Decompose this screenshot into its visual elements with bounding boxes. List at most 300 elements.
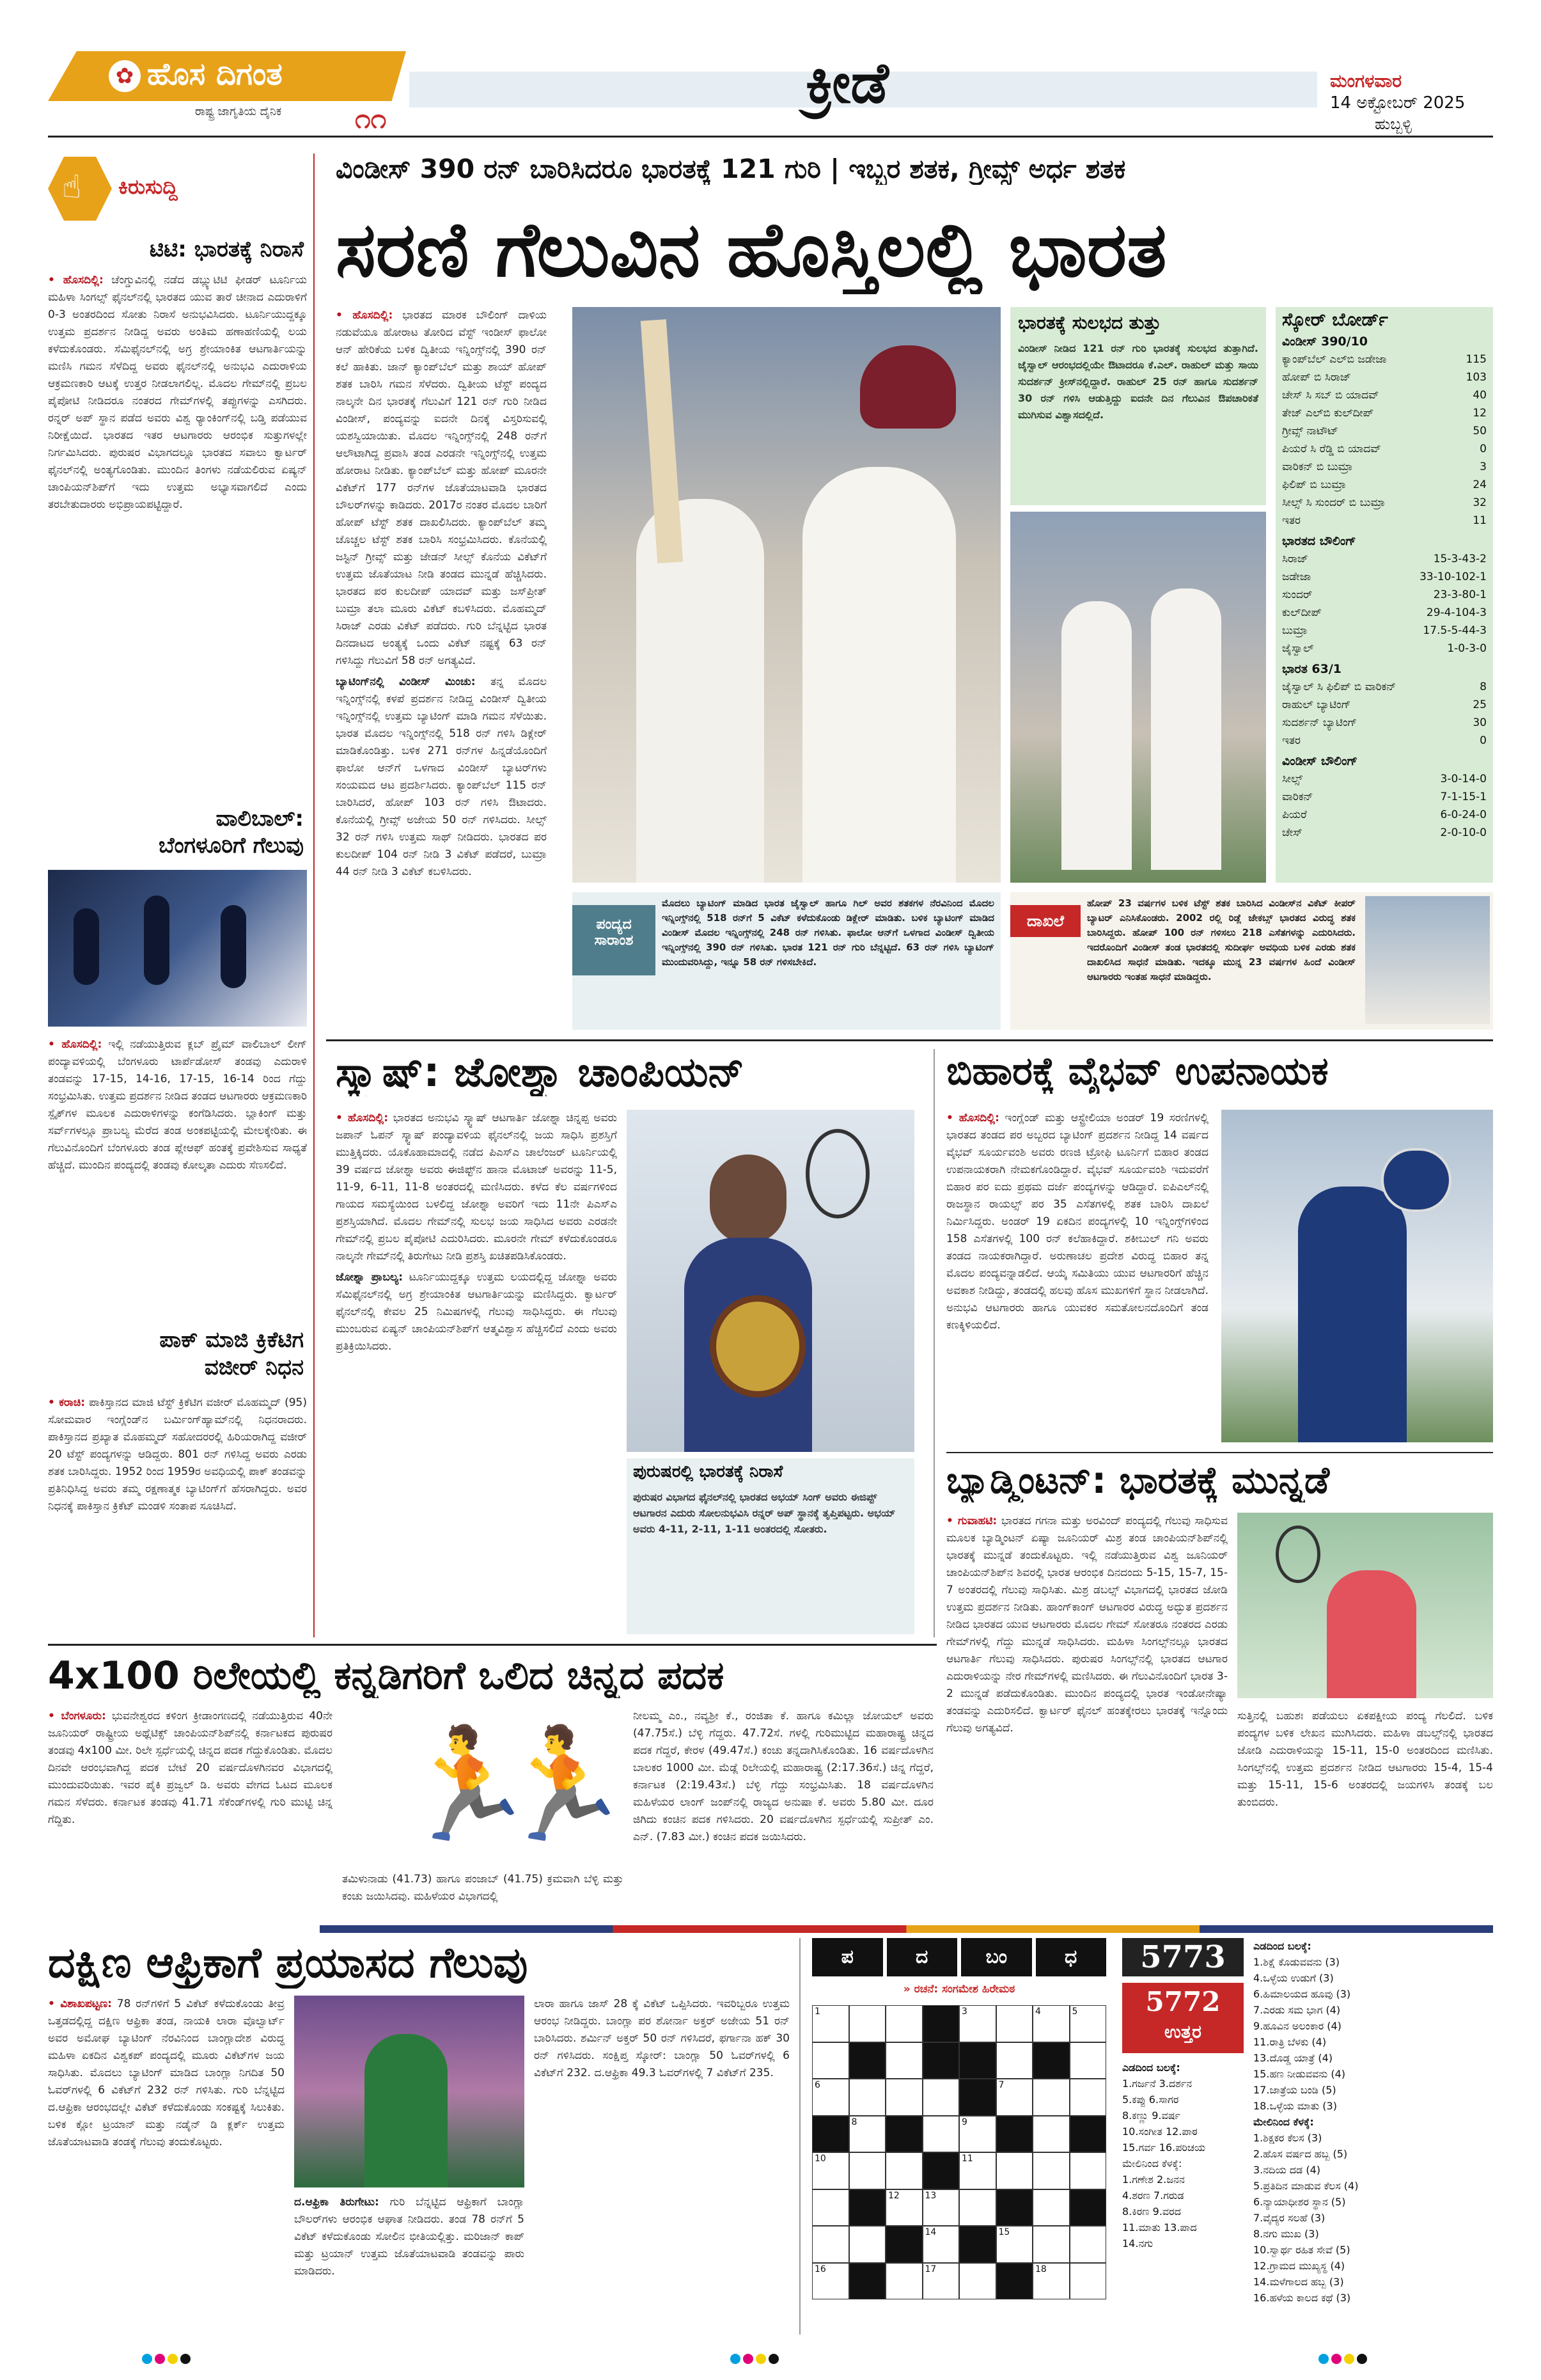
crossword-cell[interactable] [996, 2152, 1033, 2189]
badminton-headline: ಬ್ಯಾಡ್ಮಿಂಟನ್: ಭಾರತಕ್ಕೆ ಮುನ್ನಡೆ [946, 1458, 1330, 1502]
sidebar-story2-body [48, 1036, 307, 1305]
ind-bowling-table [1282, 550, 1487, 658]
wi-batting-label: ವಾರಿಕನ್ ಬಿ ಬುಮ್ರಾ [1282, 461, 1353, 473]
crossword-cell[interactable] [886, 2042, 923, 2079]
lead-photo-celebration [572, 307, 1001, 883]
badminton-body2: ಸುತ್ತಿನಲ್ಲಿ ಬಹುಶಃ ಪಡೆಯಲು ಏಕಪಕ್ಷೀಯ ಪಂದ್ಯ ಗೆಲಲಿದೆ. ಬಳಿಕ ಪಂದ್ಯಗಳ ಬಳಿಕ ಲೇಖನ ಮುಗಿಸಿದರು. ಮಹಿಳಾ ಡಬಲ್ಸ್‌ನಲ್ಲಿ ಭಾರತದ ಜೋಡಿ ಎದುರಾಳಿಯನ್ನು 15-11, 15-0 ಅಂತರದಿಂದ ಮಣಿಸಿತು. ಸಿಂಗಲ್ಸ್‌ನಲ್ಲಿ ಉತ್ತಮ ಪ್ರದರ್ಶನ ನೀಡಿದ ಆಟಗಾರರು 15-4, 15-4 ಮತ್ತು 15-11, 15-6 ಅಂತರದಲ್ಲಿ ಜಯಗಳಿಸಿ ತಂಡಕ್ಕೆ ಬಲ ತುಂಬಿದರು. [1237, 1710, 1493, 1809]
dakhale-photo [1365, 896, 1490, 1024]
sandarbha-label-2: ಸಾರಾಂಶ [594, 933, 634, 949]
shuttle-racket-icon [1276, 1525, 1320, 1583]
wi-batting-row [1282, 494, 1487, 512]
ind-bowling-label: ಸಿರಾಜ್ [1282, 553, 1308, 565]
wi-bowling-table [1282, 770, 1487, 842]
lead-col2-para [336, 674, 547, 881]
squash-caption-box [627, 1458, 914, 1634]
crossword-cell[interactable] [996, 2005, 1033, 2042]
crossword-title-char-4: ಧ [1036, 1938, 1107, 1976]
wi-bowling-row [1282, 806, 1487, 824]
helmet-icon-2 [1381, 1148, 1451, 1212]
volleyball-photo [48, 870, 307, 1027]
ind-batting-label: ರಾಹುಲ್ ಬ್ಯಾಟಿಂಗ್ [1282, 698, 1351, 711]
scoreboard-title: ಸ್ಕೋರ್ ಬೋರ್ಡ್ [1282, 309, 1388, 330]
bihar-photo [1221, 1110, 1493, 1442]
crossword-answer-label: ಉತ್ತರ [1164, 2021, 1201, 2042]
dakhale-body: ಹೋಪ್ 23 ವರ್ಷಗಳ ಬಳಿಕ ಟೆಸ್ಟ್ ಶತಕ ಬಾರಿಸಿದ ವಿಂಡೀಸ್‌ನ ವಿಕೆಟ್ ಕೀಪರ್ ಬ್ಯಾಟರ್ ಎನಿಸಿಕೊಂಡರು. 2002 ರಲ್ಲಿ ರಿಡ್ಲೆ ಜೇಕಬ್ಸ್ ಭಾರತದ ವಿರುದ್ಧ ಶತಕ ಬಾರಿಸಿದ್ದರು. ಹೋಪ್ 100 ರನ್ ಗಳಿಸಲು 218 ಎಸೆತಗಳನ್ನು ಎದುರಿಸಿದರು. ಇದರೊಂದಿಗೆ ವಿಂಡೀಸ್ ತಂಡ ಭಾರತದಲ್ಲಿ ಸುದೀರ್ಘ ಅವಧಿಯ ಬಳಿಕ ಎರಡು ಶತಕ ದಾಖಲಿಸಿದ ಸಾಧನೆ ಮಾಡಿತು. ಇದಕ್ಕೂ ಮುನ್ನ 23 ವರ್ಷಗಳ ಹಿಂದೆ ವಿಂಡೀಸ್ ಆಟಗಾರರು ಇಂತಹ ಸಾಧನೆ ಮಾಡಿದ್ದರು. [1087, 897, 1356, 982]
relay-dateline: • ಬೆಂಗಳೂರು: [48, 1710, 106, 1722]
sandarbha-body: ಮೊದಲು ಬ್ಯಾಟಿಂಗ್ ಮಾಡಿದ ಭಾರತ ಜೈಸ್ವಾಲ್ ಹಾಗೂ ಗಿಲ್ ಅವರ ಶತಕಗಳ ನೆರವಿನಿಂದ ಮೊದಲ ಇನ್ನಿಂಗ್ಸ್‌ನಲ್ಲಿ 518 ರನ್‌ಗೆ 5 ವಿಕೆಟ್ ಕಳೆದುಕೊಂಡು ಡಿಕ್ಲೇರ್ ಮಾಡಿತು. ಬಳಿಕ ಬ್ಯಾಟಿಂಗ್ ಮಾಡಿದ ವಿಂಡೀಸ್ ಮೊದಲ ಇನ್ನಿಂಗ್ಸ್‌ನಲ್ಲಿ 248 ರನ್ ಗಳಿಸಿತು. ಫಾಲೋ ಆನ್‌ಗೆ ಒಳಗಾದ ವಿಂಡೀಸ್ ದ್ವಿತೀಯ ಇನ್ನಿಂಗ್ಸ್‌ನಲ್ಲಿ 390 ರನ್ ಗಳಿಸಿತು. ಭಾರತ 121 ರನ್ ಗುರಿ ಬೆನ್ನಟ್ಟಿದೆ. 63 ರನ್ ಗಳಿಸಿ ಬ್ಯಾಟಿಂಗ್ ಮುಂದುವರಿಸಿದ್ದು, ಇನ್ನೂ 58 ರನ್ ಗಳಿಸಬೇಕಿದೆ. [662, 897, 994, 968]
crossword-cell[interactable] [923, 2079, 960, 2116]
relay-caption: ತಮಿಳುನಾಡು (41.73) ಹಾಗೂ ಪಂಜಾಬ್ (41.75) ಕ್ರಮವಾಗಿ ಬೆಳ್ಳಿ ಮತ್ತು ಕಂಚು ಜಯಿಸಿದವು. ಮಹಿಳೆಯರ ವಿಭಾಗದಲ್ಲಿ [342, 1873, 623, 1903]
scoreboard-wi-bowling-title: ವಿಂಡೀಸ್ ಬೌಲಿಂಗ್ [1282, 754, 1357, 768]
wi-batting-table [1282, 351, 1487, 530]
crossword-block [1070, 2189, 1107, 2226]
sidebar-story1-body [48, 272, 307, 793]
masthead-date: 14 ಅಕ್ಟೋಬರ್ 2025 [1330, 93, 1466, 113]
crossword-cell[interactable] [886, 2005, 923, 2042]
down-clue: 1.ಶಿಕ್ಷಕರ ಕೆಲಸ (3) [1253, 2132, 1322, 2144]
prev-answer: 4.ಶರಣ 7.ಗರುಡ [1122, 2189, 1184, 2202]
crossword-cell[interactable] [812, 2079, 849, 2116]
crossword-cell[interactable] [923, 2189, 960, 2226]
wi-batting-value: 40 [1473, 389, 1487, 402]
crossword-cell[interactable] [1033, 2263, 1070, 2300]
women-cricket-body [48, 1996, 285, 2331]
racket-icon [806, 1129, 870, 1218]
wi-batting-row [1282, 386, 1487, 404]
scoreboard-wi-innings: ವಿಂಡೀಸ್ 390/10 [1282, 335, 1368, 349]
women-cricket-body3: ಲಾರಾ ಹಾಗೂ ಜಾಸ್ 28 ಕ್ಕೆ ವಿಕೆಟ್ ಒಪ್ಪಿಸಿದರು. ಇವರಿಬ್ಬರೂ ಉತ್ತಮ ಆರಂಭ ನೀಡಿದ್ದರು. ಬಾಂಗ್ಲಾ ಪರ ಶೋರ್ನಾ ಅಕ್ತರ್ ಅಜೇಯ 51 ರನ್ ಬಾರಿಸಿದರು. ಶರ್ಮಿನ್ ಅಕ್ತರ್ 50 ರನ್ ಗಳಿಸಿದರೆ, ಫರ್ಗಾನಾ ಹಕ್ 30 ರನ್ ಗಳಿಸಿದರು. ಸಂಕ್ಷಿಪ್ತ ಸ್ಕೋರ್: ಬಾಂಗ್ಲಾ 50 ಓವರ್‌ಗಳಲ್ಲಿ 6 ವಿಕೆಟ್‌ಗೆ 232. ದ.ಆಫ್ರಿಕಾ 49.3 ಓವರ್‌ಗಳಲ್ಲಿ 7 ವಿಕೆಟ್‌ಗೆ 235. [534, 1998, 790, 2079]
women-cricket-headline: ದಕ್ಷಿಣ ಆಫ್ರಿಕಾಗೆ ಪ್ರಯಾಸದ ಗೆಲುವು [48, 1938, 528, 1987]
registration-dots-mid [729, 2354, 780, 2367]
crossword-cell-number: 16 [815, 2264, 826, 2274]
lotus-icon: ✿ [109, 60, 141, 92]
ind-bowling-value: 15-3-43-2 [1433, 553, 1487, 565]
crossword-cell[interactable] [996, 2042, 1033, 2079]
sandarbha-box [572, 892, 1001, 1030]
down-clue: 8.ನಗು ಮುಖ (3) [1253, 2228, 1319, 2240]
crossword-prev-answers [1122, 2060, 1244, 2328]
runner-icon-1: 🏃 [400, 1721, 535, 1848]
ind-bowling-row [1282, 586, 1487, 604]
crossword-cell[interactable] [1070, 2079, 1107, 2116]
scoreboard [1276, 307, 1493, 883]
masthead-rule [48, 136, 1493, 138]
logo-tagline: ರಾಷ್ಟ್ರ ಜಾಗೃತಿಯ ದೈನಿಕ [195, 105, 282, 118]
crossword-cell-number: 10 [815, 2154, 826, 2164]
crossword-cell[interactable] [1070, 2226, 1107, 2263]
squash-subhead: ಜೋಶ್ನಾ ಪ್ರಾಬಲ್ಯ: [336, 1271, 403, 1284]
badminton-dateline: • ಗುವಾಹಟಿ: [946, 1515, 997, 1527]
wi-bowling-label: ವಾರಿಕನ್ [1282, 791, 1313, 803]
down-clue: 12.ಗ್ರಾಮದ ಮುಖ್ಯಸ್ಥ (4) [1253, 2260, 1345, 2272]
crossword-cell[interactable] [959, 2189, 996, 2226]
squash-body [336, 1110, 617, 1634]
wi-batting-row [1282, 368, 1487, 386]
registration-dots-right [1317, 2354, 1368, 2367]
wi-bowling-value: 6-0-24-0 [1440, 808, 1487, 821]
crossword-across-list [1253, 1954, 1493, 2114]
ind-bowling-label: ಸುಂದರ್ [1282, 588, 1313, 601]
kirusuddi-label: ಕಿರುಸುದ್ದಿ [118, 175, 178, 199]
crossword-cell[interactable] [959, 2116, 996, 2153]
prev-answer: 15.ಗರ್ವ 16.ಪರಿಚಯ [1122, 2141, 1205, 2154]
crossword-block [1033, 2042, 1070, 2079]
crossword-cell[interactable] [1033, 2226, 1070, 2263]
ind-batting-row [1282, 696, 1487, 714]
crossword-prev-answer-list [1122, 2076, 1244, 2251]
ind-bowling-label: ಜಡೇಜಾ [1282, 571, 1311, 583]
ind-bowling-value: 17.5-5-44-3 [1423, 624, 1487, 637]
wi-batting-row [1282, 458, 1487, 476]
ind-bowling-value: 29-4-104-3 [1426, 606, 1487, 619]
women-cricket-caption [294, 2194, 524, 2331]
crossword-cell[interactable] [1070, 2042, 1107, 2079]
crossword-cell-number: 11 [962, 2154, 973, 2164]
prev-answer: 14.ನಗು [1122, 2237, 1154, 2250]
crossword-cell[interactable] [1070, 2152, 1107, 2189]
squash-caption-title: ಪುರುಷರಲ್ಲಿ ಭಾರತಕ್ಕೆ ನಿರಾಸೆ [633, 1462, 783, 1481]
wi-batting-label: ತೇಜ್ ಎಲ್‌ಬಿ ಕುಲ್‌ದೀಪ್ [1282, 407, 1374, 420]
sulabha-box [1010, 307, 1266, 505]
crossword-cell-number: 4 [1035, 2006, 1041, 2017]
crossword-cell[interactable] [812, 2152, 849, 2189]
sidebar-story1-text: ಚೆಂಗ್ಡುವಿನಲ್ಲಿ ನಡೆದ ಡಬ್ಲ್ಯುಟಿಟಿ ಫೀಡರ್ ಟೂರ್ನಿಯ ಮಹಿಳಾ ಸಿಂಗಲ್ಸ್ ಫೈನಲ್‌ನಲ್ಲಿ ಭಾರತದ ಯುವ ತಾರೆ ಚೀನಾದ ಎದುರಾಳಿಗೆ 0-3 ಅಂತರದಿಂದ ಸೋತು ನಿರಾಸೆ ಅನುಭವಿಸಿದರು. ಟೂರ್ನಿಯುದ್ದಕ್ಕೂ ಉತ್ತಮ ಪ್ರದರ್ಶನ ನೀಡಿದ್ದ ಅವರು ಅಂತಿಮ ಹಣಾಹಣಿಯಲ್ಲಿ ಲಯ ಕಳೆದುಕೊಂಡರು. ಸೆಮಿಫೈನಲ್‌ನಲ್ಲಿ ಅಗ್ರ ಶ್ರೇಯಾಂಕಿತ ಆಟಗಾರ್ತಿಯನ್ನು ಮಣಿಸಿ ಗಮನ ಸೆಳೆದಿದ್ದ ಅವರು ಫೈನಲ್‌ನಲ್ಲಿ ಅನುಭವಿ ಎದುರಾಳಿಯ ಆಕ್ರಮಣಕಾರಿ ಆಟಕ್ಕೆ ಉತ್ತರ ನೀಡಲಾಗಲಿಲ್ಲ. ಮೊದಲ ಗೇಮ್‌ನಲ್ಲಿ ಪ್ರಬಲ ಪೈಪೋಟಿ ನೀಡಿದರೂ ನಂತರದ ಗೇಮ್‌ಗಳಲ್ಲಿ ತಪ್ಪುಗಳನ್ನು ಎಸಗಿದರು. ರನ್ನರ್ ಅಪ್ ಸ್ಥಾನ ಪಡೆದ ಅವರು ವಿಶ್ವ ರ‍್ಯಾಂಕಿಂಗ್‌ನಲ್ಲಿ ಬಡ್ತಿ ಪಡೆಯುವ ನಿರೀಕ್ಷೆಯಿದೆ. ಭಾರತದ ಇತರ ಆಟಗಾರರು ಆರಂಭಿಕ ಸುತ್ತುಗಳಲ್ಲೇ ನಿರ್ಗಮಿಸಿದರು. ಪುರುಷರ ವಿಭಾಗದಲ್ಲೂ ಭಾರತದ ಸವಾಲು ಕ್ವಾರ್ಟರ್ ಫೈನಲ್‌ನಲ್ಲಿ ಅಂತ್ಯಗೊಂಡಿತು. ಮುಂದಿನ ತಿಂಗಳು ನಡೆಯಲಿರುವ ಏಷ್ಯನ್ ಚಾಂಪಿಯನ್‌ಶಿಪ್‌ಗೆ ಇದು ಉತ್ತಮ ಅಭ್ಯಾಸವಾಗಲಿದೆ ಎಂದು ತರಬೇತುದಾರರು ಅಭಿಪ್ರಾಯಪಟ್ಟಿದ್ದಾರೆ. [48, 274, 307, 511]
wi-batting-value: 115 [1466, 353, 1487, 366]
page-number: ೧೧ [355, 102, 387, 135]
crossword-cell[interactable] [812, 2005, 849, 2042]
wi-batting-row [1282, 422, 1487, 440]
prev-answer: 11.ಮಾತು 13.ಪಾದ [1122, 2221, 1197, 2234]
prev-answer: 1.ಗರ್ಜನೆ 3.ದರ್ಶನ [1122, 2077, 1193, 2090]
crossword-cell[interactable] [923, 2226, 960, 2263]
crossword-author: » ರಚನೆ: ಸಂಗಮೇಶ ಹಿರೇಮಠ [903, 1983, 1015, 1996]
masthead-day: ಮಂಗಳವಾರ [1330, 70, 1402, 91]
wi-batting-row [1282, 476, 1487, 494]
ind-bowling-label: ಬುಮ್ರಾ [1282, 624, 1308, 637]
crossword-block [849, 2189, 886, 2226]
wi-bowling-value: 7-1-15-1 [1440, 791, 1487, 803]
wi-batting-label: ಚೇಸ್ ಸಿ ಸಬ್ ಬಿ ಯಾದವ್ [1282, 389, 1379, 402]
relay-body [48, 1708, 332, 1919]
ind-batting-label: ಇತರ [1282, 734, 1301, 747]
ind-batting-label: ಸುದರ್ಶನ್ ಬ್ಯಾಟಿಂಗ್ [1282, 716, 1357, 729]
crossword-block [996, 2263, 1033, 2300]
crossword-block [996, 2116, 1033, 2153]
crossword-cell[interactable] [1070, 2005, 1107, 2042]
crossword-title-char-3: ಬಂ [961, 1938, 1032, 1976]
crossword-block [812, 2116, 849, 2153]
crossword-cell[interactable] [1033, 2152, 1070, 2189]
crossword-cell[interactable] [886, 2263, 923, 2300]
across-clue: 17.ಜಾತ್ರೆಯ ಬಂಡಿ (5) [1253, 2084, 1336, 2096]
crossword-cell[interactable] [1033, 2189, 1070, 2226]
wi-bowling-value: 2-0-10-0 [1440, 826, 1487, 839]
crossword-title-char-1: ಪ [812, 1938, 883, 1976]
crossword-cell-number: 5 [1072, 2006, 1078, 2017]
relay-headline: 4x100 ರಿಲೇಯಲ್ಲಿ ಕನ್ನಡಿಗರಿಗೆ ಒಲಿದ ಚಿನ್ನದ ಪದಕ [48, 1653, 724, 1698]
crossword-cell[interactable] [886, 2189, 923, 2226]
lead-col1-text: ಭಾರತದ ಮಾರಕ ಬೌಲಿಂಗ್ ದಾಳಿಯ ನಡುವೆಯೂ ಹೋರಾಟ ತೋರಿದ ವೆಸ್ಟ್ ಇಂಡೀಸ್ ಫಾಲೋ ಆನ್ ಹೇರಿಕೆಯ ಬಳಿಕ ದ್ವಿತೀಯ ಇನ್ನಿಂಗ್ಸ್‌ನಲ್ಲಿ 390 ರನ್ ಕಲೆ ಹಾಕಿತು. ಜಾನ್ ಕ್ಯಾಂಪ್‌ಬೆಲ್ ಮತ್ತು ಶಾಯ್ ಹೋಪ್ ಶತಕ ಬಾರಿಸಿ ಗಮನ ಸೆಳೆದರು. ದ್ವಿತೀಯ ಟೆಸ್ಟ್ ಪಂದ್ಯದ ನಾಲ್ಕನೇ ದಿನ ಭಾರತಕ್ಕೆ ಗೆಲುವಿಗೆ 121 ರನ್ ಗುರಿ ನೀಡಿದ ವಿಂಡೀಸ್, ಪಂದ್ಯವನ್ನು ಐದನೇ ದಿನಕ್ಕೆ ವಿಸ್ತರಿಸುವಲ್ಲಿ ಯಶಸ್ವಿಯಾಯಿತು. ಮೊದಲ ಇನ್ನಿಂಗ್ಸ್‌ನಲ್ಲಿ 248 ರನ್‌ಗೆ ಆಲೌಟಾಗಿದ್ದ ಪ್ರವಾಸಿ ತಂಡ ಎರಡನೇ ಇನ್ನಿಂಗ್ಸ್‌ನಲ್ಲಿ ಉತ್ತಮ ಹೋರಾಟ ನೀಡಿತು. ಕ್ಯಾಂಪ್‌ಬೆಲ್ ಮತ್ತು ಹೋಪ್ ಮೂರನೇ ವಿಕೆಟ್‌ಗೆ 177 ರನ್‌ಗಳ ಜೊತೆಯಾಟವಾಡಿ ಭಾರತದ ಬೌಲರ್‌ಗಳನ್ನು ಕಾಡಿದರು. 2017ರ ನಂತರ ಮೊದಲ ಬಾರಿಗೆ ಹೋಪ್ ಟೆಸ್ಟ್ ಶತಕ ದಾಖಲಿಸಿದರು. ಕ್ಯಾಂಪ್‌ಬೆಲ್ ತಮ್ಮ ಚೊಚ್ಚಲ ಟೆಸ್ಟ್ ಶತಕ ಬಾರಿಸಿ ಸಂಭ್ರಮಿಸಿದರು. ಕೊನೆಯಲ್ಲಿ ಜಸ್ಟಿನ್ ಗ್ರೀವ್ಸ್ ಮತ್ತು ಜೇಡನ್ ಸೀಲ್ಸ್ ಕೊನೆಯ ವಿಕೆಟ್‌ಗೆ ಉತ್ತಮ ಜೊತೆಯಾಟ ನೀಡಿ ತಂಡದ ಮುನ್ನಡೆ ಹೆಚ್ಚಿಸಿದರು. ಭಾರತದ ಪರ ಕುಲದೀಪ್ ಯಾದವ್ ಮತ್ತು ಜಸ್‌ಪ್ರೀತ್ ಬುಮ್ರಾ ತಲಾ ಮೂರು ವಿಕೆಟ್ ಕಬಳಿಸಿದರು. ಮೊಹಮ್ಮದ್ ಸಿರಾಜ್ ಎರಡು ವಿಕೆಟ್ ಪಡೆದರು. ಗುರಿ ಬೆನ್ನಟ್ಟಿದ ಭಾರತ ದಿನದಾಟದ ಅಂತ್ಯಕ್ಕೆ ಒಂದು ವಿಕೆಟ್ ನಷ್ಟಕ್ಕೆ 63 ರನ್ ಗಳಿಸಿದ್ದು ಗೆಲುವಿಗೆ 58 ರನ್ ಅಗತ್ಯವಿದೆ. [336, 309, 547, 667]
section-title: ಕ್ರೀಡೆ [806, 50, 889, 116]
across-clue: 6.ಹಿಮಾಲಯದ ಹೂವು (3) [1253, 1988, 1351, 2000]
crossword-cell[interactable] [996, 2079, 1033, 2116]
squash-text: ಭಾರತದ ಅನುಭವಿ ಸ್ಕ್ವಾಷ್ ಆಟಗಾರ್ತಿ ಜೋಶ್ನಾ ಚಿನ್ನಪ್ಪ ಅವರು ಜಪಾನ್ ಓಪನ್ ಸ್ಕ್ವಾಷ್ ಪಂದ್ಯಾವಳಿಯ ಫೈನಲ್‌ನಲ್ಲಿ ಜಯ ಸಾಧಿಸಿ ಪ್ರಶಸ್ತಿಗೆ ಮುತ್ತಿಕ್ಕಿದರು. ಯೊಕೊಹಾಮಾದಲ್ಲಿ ನಡೆದ ಪಿಎಸ್‌ಎ ಚಾಲೆಂಜರ್ ಟೂರ್ನಿಯಲ್ಲಿ 39 ವರ್ಷದ ಜೋಶ್ನಾ ಅವರು ಈಜಿಪ್ಟ್‌ನ ಹಾನಾ ಮೊಟಾಜ್ ಅವರನ್ನು 11-5, 11-9, 6-11, 11-8 ಅಂತರದಲ್ಲಿ ಮಣಿಸಿದರು. ಕಳೆದ ಕೆಲ ವರ್ಷಗಳಿಂದ ಗಾಯದ ಸಮಸ್ಯೆಯಿಂದ ಬಳಲಿದ್ದ ಜೋಶ್ನಾ ಅವರಿಗೆ ಇದು 11ನೇ ಪಿಎಸ್‌ಎ ಪ್ರಶಸ್ತಿಯಾಗಿದೆ. ಮೊದಲ ಗೇಮ್‌ನಲ್ಲಿ ಸುಲಭ ಜಯ ಸಾಧಿಸಿದ ಅವರು ಎರಡನೇ ಗೇಮ್‌ನಲ್ಲಿ ಪ್ರಬಲ ಪೈಪೋಟಿ ಎದುರಿಸಿದರು. ಮೂರನೇ ಗೇಮ್ ಕಳೆದುಕೊಂಡರೂ ನಾಲ್ಕನೇ ಗೇಮ್‌ನಲ್ಲಿ ತಿರುಗೇಟು ನೀಡಿ ಪ್ರಶಸ್ತಿ ಖಚಿತಪಡಿಸಿಕೊಂಡರು. [336, 1112, 617, 1263]
crossword-block [959, 2042, 996, 2079]
across-clue: 13.ದೊಡ್ಡ ಯಾತ್ರೆ (4) [1253, 2052, 1333, 2064]
lead-col2-text: ತನ್ನ ಮೊದಲ ಇನ್ನಿಂಗ್ಸ್‌ನಲ್ಲಿ ಕಳಪೆ ಪ್ರದರ್ಶನ ನೀಡಿದ್ದ ವಿಂಡೀಸ್ ದ್ವಿತೀಯ ಇನ್ನಿಂಗ್ಸ್‌ನಲ್ಲಿ ಉತ್ತಮ ಬ್ಯಾಟಿಂಗ್ ಮಾಡಿ ಗಮನ ಸೆಳೆಯಿತು. ಭಾರತ ಮೊದಲ ಇನ್ನಿಂಗ್ಸ್‌ನಲ್ಲಿ 518 ರನ್ ಗಳಿಸಿ ಡಿಕ್ಲೇರ್ ಮಾಡಿಕೊಂಡಿತ್ತು. ಬಳಿಕ 271 ರನ್‌ಗಳ ಹಿನ್ನಡೆಯೊಂದಿಗೆ ಫಾಲೋ ಆನ್‌ಗೆ ಒಳಗಾದ ವಿಂಡೀಸ್ ಬ್ಯಾಟರ್‌ಗಳು ಸಂಯಮದ ಆಟ ಪ್ರದರ್ಶಿಸಿದರು. ಕ್ಯಾಂಪ್‌ಬೆಲ್ 115 ರನ್ ಬಾರಿಸಿದರೆ, ಹೋಪ್ 103 ರನ್ ಗಳಿಸಿ ಔಟಾದರು. ಕೊನೆಯಲ್ಲಿ ಗ್ರೀವ್ಸ್ ಅಜೇಯ 50 ರನ್ ಗಳಿಸಿದರು. ಸೀಲ್ಸ್ 32 ರನ್ ಗಳಿಸಿ ಉತ್ತಮ ಸಾಥ್ ನೀಡಿದರು. ಭಾರತದ ಪರ ಕುಲದೀಪ್ 104 ರನ್ ನೀಡಿ 3 ವಿಕೆಟ್ ಪಡೆದರೆ, ಬುಮ್ರಾ 44 ರನ್ ನೀಡಿ 3 ವಿಕೆಟ್ ಕಬಳಿಸಿದರು. [336, 675, 547, 878]
pointing-hand-icon: ☝ [62, 168, 82, 205]
wi-batting-value: 50 [1473, 425, 1487, 437]
wi-batting-value: 24 [1473, 478, 1487, 491]
across-clue: 9.ಹೂವಿನ ಅಲಂಕಾರ (4) [1253, 2020, 1342, 2032]
crossword-block [849, 2042, 886, 2079]
ind-bowling-value: 23-3-80-1 [1433, 588, 1487, 601]
sidebar-story3-title-2: ವಜೀರ್ ನಿಧನ [204, 1355, 304, 1380]
down-clue: 10.ಸ್ವಾರ್ಥ ರಹಿತ ಸೇವೆ (5) [1253, 2244, 1350, 2256]
ind-bowling-label: ಕುಲ್‌ದೀಪ್ [1282, 606, 1322, 619]
wi-batting-label: ಕ್ಯಾಂಪ್‌ಬೆಲ್ ಎಲ್‌ಬಿ ಜಡೇಜಾ [1282, 353, 1387, 366]
crossword-answer-box [1122, 1983, 1244, 2053]
down-clue: 3.ನದಿಯ ದಡ (4) [1253, 2164, 1320, 2176]
down-clue: 2.ಹೊಸ ವರ್ಷದ ಹಬ್ಬ (5) [1253, 2148, 1348, 2160]
ind-batting-value: 8 [1480, 681, 1487, 693]
crossword-cell-number: 8 [851, 2116, 857, 2127]
crossword-clues [1253, 1938, 1493, 2335]
crossword-cell[interactable] [1033, 2079, 1070, 2116]
ind-bowling-label: ಜೈಸ್ವಾಲ್ [1282, 642, 1314, 655]
sandarbha-label [572, 905, 655, 975]
ind-batting-table [1282, 678, 1487, 750]
crossword-cell[interactable] [849, 2152, 886, 2189]
crossword-cell[interactable] [923, 2263, 960, 2300]
crossword-cell-number: 17 [925, 2264, 937, 2274]
squash-headline: ಸ್ಕ್ವಾಷ್: ಜೋಶ್ನಾ ಚಾಂಪಿಯನ್ [336, 1049, 744, 1096]
ind-bowling-row [1282, 604, 1487, 622]
across-clue: 11.ರಾತ್ರಿ ಬೆಳಕು (4) [1253, 2036, 1327, 2048]
sidebar-story2-title-1: ವಾಲಿಬಾಲ್: [215, 806, 304, 831]
scoreboard-ind-innings: ಭಾರತ 63/1 [1282, 662, 1342, 676]
crossword-cell[interactable] [959, 2005, 996, 2042]
wi-batting-row [1282, 351, 1487, 368]
down-clue: 16.ಹಳೆಯ ಕಾಲದ ಕಥೆ (3) [1253, 2292, 1351, 2304]
crossword-grid[interactable] [812, 2005, 1106, 2299]
wi-bowling-value: 3-0-14-0 [1440, 773, 1487, 785]
prev-answer: 8.ಕಿರಣ 9.ವರದ [1122, 2205, 1181, 2218]
wi-bowling-row [1282, 824, 1487, 842]
crossword-block [849, 2263, 886, 2300]
squash-text2: ಟೂರ್ನಿಯುದ್ದಕ್ಕೂ ಉತ್ತಮ ಲಯದಲ್ಲಿದ್ದ ಜೋಶ್ನಾ ಅವರು ಸೆಮಿಫೈನಲ್‌ನಲ್ಲಿ ಅಗ್ರ ಶ್ರೇಯಾಂಕಿತ ಆಟಗಾರ್ತಿಯನ್ನು ಮಣಿಸಿದ್ದರು. ಕ್ವಾರ್ಟರ್ ಫೈನಲ್‌ನಲ್ಲಿ ಕೇವಲ 25 ನಿಮಿಷಗಳಲ್ಲಿ ಗೆಲುವು ಸಾಧಿಸಿದ್ದರು. ಈ ಗೆಲುವು ಮುಂಬರುವ ಏಷ್ಯನ್ ಚಾಂಪಿಯನ್‌ಶಿಪ್‌ಗೆ ಆತ್ಮವಿಶ್ವಾಸ ಹೆಚ್ಚಿಸಲಿದೆ ಎಂದು ಅವರು ಪ್ರತಿಕ್ರಿಯಿಸಿದರು. [336, 1271, 617, 1353]
crossword-prev-across-title: ಎಡದಿಂದ ಬಲಕ್ಕೆ: [1122, 2061, 1180, 2074]
ind-batting-row [1282, 732, 1487, 750]
lead-dateline: • ಹೊಸದಿಲ್ಲಿ: [336, 309, 393, 322]
crossword-cell[interactable] [849, 2116, 886, 2153]
crossword-cell[interactable] [1070, 2263, 1107, 2300]
sidebar-story3-title-1: ಪಾಕ್ ಮಾಜಿ ಕ್ರಿಕೆಟಿಗ [159, 1327, 304, 1353]
runner-icon-2: 🏃 [496, 1721, 631, 1848]
section-rule-3 [48, 1644, 937, 1646]
crossword-cell[interactable] [923, 2116, 960, 2153]
crossword-cell[interactable] [959, 2152, 996, 2189]
wi-batting-label: ಪಿಯರೆ ಸಿ ರೆಡ್ಡಿ ಬಿ ಯಾದವ್ [1282, 443, 1381, 455]
crossword-across-title: ಎಡದಿಂದ ಬಲಕ್ಕೆ: [1253, 1940, 1311, 1952]
crossword-block [1070, 2116, 1107, 2153]
batters-photo [1010, 512, 1266, 883]
wi-bowling-row [1282, 788, 1487, 806]
crossword-down-title: ಮೇಲಿನಿಂದ ಕೆಳಕ್ಕೆ: [1253, 2116, 1314, 2128]
sulabha-title: ಭಾರತಕ್ಕೆ ಸುಲಭದ ತುತ್ತು [1018, 312, 1161, 333]
prev-answer: 10.ಸಂಗೀತ 12.ಪಾಠ [1122, 2125, 1198, 2138]
ind-batting-value: 25 [1473, 698, 1487, 711]
crossword-cell-number: 3 [962, 2006, 967, 2017]
women-cricket-photo [294, 1996, 524, 2187]
crossword-number: 5773 [1122, 1938, 1244, 1976]
crossword-divider [799, 1938, 801, 2335]
down-clue: 5.ಪ್ರತಿದಿನ ಮಾಡುವ ಕೆಲಸ (4) [1253, 2180, 1359, 2192]
ind-batting-row [1282, 678, 1487, 696]
down-clue: 7.ವೈದ್ಯರ ಸಲಹೆ (3) [1253, 2212, 1326, 2224]
crossword-title-char-2: ದ [887, 1938, 958, 1976]
relay-graphic [342, 1708, 631, 1864]
sidebar-story1-dateline: • ಹೊಸದಿಲ್ಲಿ: [48, 274, 104, 287]
crossword-cell[interactable] [812, 2226, 849, 2263]
sulabha-body: ವಿಂಡೀಸ್ ನೀಡಿದ 121 ರನ್ ಗುರಿ ಭಾರತಕ್ಕೆ ಸುಲಭದ ತುತ್ತಾಗಿದೆ. ಜೈಸ್ವಾಲ್ ಆರಂಭದಲ್ಲಿಯೇ ಔಟಾದರೂ ಕೆ.ಎಲ್. ರಾಹುಲ್ ಮತ್ತು ಸಾಯಿ ಸುದರ್ಶನ್ ಕ್ರೀಸ್‌ನಲ್ಲಿದ್ದಾರೆ. ರಾಹುಲ್ 25 ರನ್ ಹಾಗೂ ಸುದರ್ಶನ್ 30 ರನ್ ಗಳಿಸಿ ಆಡುತ್ತಿದ್ದು ಐದನೇ ದಿನ ಗೆಲುವಿನ ಔಪಚಾರಿಕತೆ ಮುಗಿಸುವ ವಿಶ್ವಾಸದಲ್ಲಿದೆ. [1018, 342, 1258, 421]
sidebar-story3-body [48, 1394, 307, 1631]
crossword-cell[interactable] [1033, 2116, 1070, 2153]
squash-photo [627, 1110, 914, 1452]
ind-batting-label: ಜೈಸ್ವಾಲ್ ಸಿ ಫಿಲಿಪ್ ಬಿ ವಾರಿಕನ್ [1282, 681, 1396, 693]
ind-bowling-value: 1-0-3-0 [1447, 642, 1487, 655]
sandarbha-label-1: ಪಂದ್ಯದ [596, 917, 632, 933]
ind-batting-value: 30 [1473, 716, 1487, 729]
women-cricket-dateline: • ವಿಶಾಖಪಟ್ಟಣ: [48, 1998, 112, 2010]
sidebar-divider [313, 154, 315, 1637]
wi-batting-row [1282, 512, 1487, 530]
bihar-headline: ಬಿಹಾರಕ್ಕೆ ವೈಭವ್ ಉಪನಾಯಕ [946, 1049, 1329, 1094]
crossword-cell[interactable] [812, 2042, 849, 2079]
crossword-prev-number: 5772 [1145, 1986, 1221, 2017]
crossword-block [996, 2189, 1033, 2226]
dakhale-box [1010, 892, 1493, 1030]
squash-dateline: • ಹೊಸದಿಲ್ಲಿ: [336, 1112, 389, 1124]
sidebar-story3-text: ಪಾಕಿಸ್ತಾನದ ಮಾಜಿ ಟೆಸ್ಟ್ ಕ್ರಿಕೆಟಿಗ ವಜೀರ್ ಮೊಹಮ್ಮದ್ (95) ಸೋಮವಾರ ಇಂಗ್ಲೆಂಡ್‌ನ ಬರ್ಮಿಂಗ್‌ಹ್ಯಾಮ್‌ನಲ್ಲಿ ನಿಧನರಾದರು. ಪಾಕಿಸ್ತಾನದ ಪ್ರಖ್ಯಾತ ಮೊಹಮ್ಮದ್ ಸಹೋದರರಲ್ಲಿ ಹಿರಿಯರಾಗಿದ್ದ ವಜೀರ್ 20 ಟೆಸ್ಟ್ ಪಂದ್ಯಗಳನ್ನು ಆಡಿದ್ದರು. 801 ರನ್ ಗಳಿಸಿದ್ದ ಅವರು ಎರಡು ಶತಕ ಬಾರಿಸಿದ್ದರು. 1952 ರಿಂದ 1959ರ ಅವಧಿಯಲ್ಲಿ ಪಾಕ್ ತಂಡವನ್ನು ಪ್ರತಿನಿಧಿಸಿದ್ದ ಅವರು ತಮ್ಮ ರಕ್ಷಣಾತ್ಮಕ ಬ್ಯಾಟಿಂಗ್‌ಗೆ ಹೆಸರಾಗಿದ್ದರು. ಅವರ ನಿಧನಕ್ಕೆ ಪಾಕಿಸ್ತಾನ ಕ್ರಿಕೆಟ್ ಮಂಡಳಿ ಸಂತಾಪ ಸೂಚಿಸಿದೆ. [48, 1396, 307, 1513]
dakhale-label: ದಾಖಲೆ [1010, 905, 1081, 937]
crossword-cell-number: 18 [1035, 2264, 1047, 2274]
bihar-text: ಇಂಗ್ಲೆಂಡ್ ಮತ್ತು ಆಸ್ಟ್ರೇಲಿಯಾ ಅಂಡರ್ 19 ಸರಣಿಗಳಲ್ಲಿ ಭಾರತದ ತಂಡದ ಪರ ಅಬ್ಬರದ ಬ್ಯಾಟಿಂಗ್ ಪ್ರದರ್ಶನ ನೀಡಿದ್ದ 14 ವರ್ಷದ ವೈಭವ್ ಸೂರ್ಯವಂಶಿ ಅವರು ರಣಜಿ ಟ್ರೋಫಿ ಟೂರ್ನಿಗೆ ಬಿಹಾರ ತಂಡದ ಉಪನಾಯಕರಾಗಿ ನೇಮಕಗೊಂಡಿದ್ದಾರೆ. ವೈಭವ್ ಸೂರ್ಯವಂಶಿ ಇದುವರೆಗೆ ಬಿಹಾರ ಪರ ಐದು ಪ್ರಥಮ ದರ್ಜೆ ಪಂದ್ಯಗಳನ್ನು ಆಡಿದ್ದಾರೆ. ಐಪಿಎಲ್‌ನಲ್ಲಿ ರಾಜಸ್ಥಾನ ರಾಯಲ್ಸ್ ಪರ 35 ಎಸೆತಗಳಲ್ಲಿ ಶತಕ ಬಾರಿಸಿ ದಾಖಲೆ ನಿರ್ಮಿಸಿದ್ದರು. ಅಂಡರ್ 19 ಏಕದಿನ ಪಂದ್ಯಗಳಲ್ಲಿ 10 ಇನ್ನಿಂಗ್ಸ್‌ಗಳಿಂದ 158 ಎಸೆತಗಳಲ್ಲಿ 100 ರನ್ ಕಲೆಹಾಕಿದ್ದಾರೆ. ಶಕೀಬುಲ್ ಗನಿ ಅವರು ತಂಡದ ನಾಯಕರಾಗಿದ್ದಾರೆ. ಅರುಣಾಚಲ ಪ್ರದೇಶ ವಿರುದ್ಧ ಬಿಹಾರ ತನ್ನ ಮೊದಲ ಪಂದ್ಯವನ್ನಾಡಲಿದೆ. ಆಯ್ಕೆ ಸಮಿತಿಯು ಯುವ ಆಟಗಾರರಿಗೆ ಹೆಚ್ಚಿನ ಅವಕಾಶ ನೀಡಿದ್ದು, ತಂಡದಲ್ಲಿ ಹಲವು ಹೊಸ ಮುಖಗಳಿಗೆ ಸ್ಥಾನ ನೀಡಲಾಗಿದೆ. ಅನುಭವಿ ಆಟಗಾರರು ಹಾಗೂ ಯುವಕರ ಸಮತೋಲನದೊಂದಿಗೆ ತಂಡ ಕಣಕ್ಕಿಳಿಯಲಿದೆ. [946, 1112, 1209, 1332]
ind-bowling-row [1282, 640, 1487, 658]
sidebar-story1-title: ಟಿಟಿ: ಭಾರತಕ್ಕೆ ನಿರಾಸೆ [149, 237, 304, 262]
relay-body2: ನೀಲಮ್ಮ ಎಂ., ನವ್ಯಶ್ರೀ ಕೆ., ರಂಜಿತಾ ಕೆ. ಹಾಗೂ ಕಮಿಲ್ಲಾ ಜೋಯಲ್ ಅವರು (47.75ಸೆ.) ಬೆಳ್ಳಿ ಗೆದ್ದರು. 47.72ಸೆ. ಗಳಲ್ಲಿ ಗುರಿಮುಟ್ಟಿದ ಮಹಾರಾಷ್ಟ್ರ ಚಿನ್ನದ ಪದಕ ಗೆದ್ದರೆ, ಕೇರಳ (49.47ಸೆ.) ಕಂಚು ತನ್ನದಾಗಿಸಿಕೊಂಡಿತು. 16 ವರ್ಷದೊಳಗಿನ ಬಾಲಕರ 1000 ಮೀ. ಮೆಡ್ಲೆ ರಿಲೇಯಲ್ಲಿ ಮಹಾರಾಷ್ಟ್ರ (2:17.36ಸೆ.) ಚಿನ್ನ ಗೆದ್ದರೆ, ಕರ್ನಾಟಕ (2:19.43ಸೆ.) ಬೆಳ್ಳಿ ಗೆದ್ದು ಸಂಭ್ರಮಿಸಿತು. 18 ವರ್ಷದೊಳಗಿನ ಮಹಿಳೆಯರ ಲಾಂಗ್ ಜಂಪ್‌ನಲ್ಲಿ ರಾಜ್ಯದ ಅನುಷಾ ಕೆ. ಅವರು 5.80 ಮೀ. ದೂರ ಜಿಗಿದು ಕಂಚಿನ ಪದಕ ಗಳಿಸಿದರು. 20 ವರ್ಷದೊಳಗಿನ ಸ್ಪರ್ಧೆಯಲ್ಲಿ ಸುಪ್ರೀತ್ ಎಂ. ಎನ್. (7.83 ಮೀ.) ಕಂಚಿನ ಪದಕ ಜಯಿಸಿದರು. [633, 1710, 934, 1843]
crossword-cell-number: 13 [925, 2190, 937, 2201]
helmet-icon [860, 345, 956, 429]
wi-batting-value: 12 [1473, 407, 1487, 420]
wi-bowling-label: ಚೇಸ್ [1282, 826, 1302, 839]
crossword-down-list [1253, 2130, 1493, 2306]
crossword-cell[interactable] [996, 2226, 1033, 2263]
sidebar-story3-dateline: • ಕರಾಚಿ: [48, 1396, 86, 1409]
crossword-title [812, 1938, 1106, 1976]
crossword-cell-number: 14 [925, 2227, 937, 2237]
wi-batting-value: 103 [1466, 371, 1487, 384]
prev-answer: ಮೇಲಿನಿಂದ ಕೆಳಕ್ಕೆ: [1122, 2157, 1182, 2170]
crossword-cell-number: 1 [815, 2006, 820, 2017]
down-clue: 6.ನ್ಯಾಯಾಧೀಶರ ಸ್ಥಾನ (5) [1253, 2196, 1346, 2208]
across-clue: 1.ಶಿಕ್ಷೆ ಕೊಡುವವನು (3) [1253, 1956, 1340, 1968]
crossword-block [959, 2226, 996, 2263]
wi-batting-label: ಇತರ [1282, 514, 1301, 527]
scoreboard-ind-bowling-title: ಭಾರತದ ಬೌಲಿಂಗ್ [1282, 534, 1356, 548]
crossword-block [886, 2226, 923, 2263]
across-clue: 18.ಒಳ್ಳೆಯ ಮಾತು (3) [1253, 2100, 1337, 2112]
ind-bowling-row [1282, 568, 1487, 586]
bihar-body [946, 1110, 1209, 1442]
section-divider-mid [934, 1049, 935, 1637]
crossword-block [959, 2079, 996, 2116]
lead-kicker: ವಿಂಡೀಸ್ 390 ರನ್ ಬಾರಿಸಿದರೂ ಭಾರತಕ್ಕೆ 121 ಗುರಿ | ಇಬ್ಬರ ಶತಕ, ಗ್ರೀವ್ಸ್ ಅರ್ಧ ಶತಕ [336, 154, 1126, 184]
crossword-cell[interactable] [849, 2079, 886, 2116]
crossword-cell[interactable] [1033, 2005, 1070, 2042]
masthead-city: ಹುಬ್ಬಳ್ಳಿ [1375, 115, 1412, 133]
squash-caption-body: ಪುರುಷರ ವಿಭಾಗದ ಫೈನಲ್‌ನಲ್ಲಿ ಭಾರತದ ಅಭಯ್ ಸಿಂಗ್ ಅವರು ಈಜಿಪ್ಟ್ ಆಟಗಾರನ ಎದುರು ಸೋಲನುಭವಿಸಿ ರನ್ನರ್ ಅಪ್ ಸ್ಥಾನಕ್ಕೆ ತೃಪ್ತಿಪಟ್ಟರು. ಅಭಯ್ ಅವರು 4-11, 2-11, 1-11 ಅಂತರದಲ್ಲಿ ಸೋತರು. [633, 1491, 896, 1535]
masthead [0, 0, 1541, 135]
women-cricket-caption-title: ದ.ಆಫ್ರಿಕಾ ತಿರುಗೇಟು: [294, 2196, 379, 2209]
kirusuddi-badge [48, 157, 233, 221]
crossword-cell[interactable] [959, 2263, 996, 2300]
wi-batting-label: ಗ್ರೀವ್ಸ್ ನಾಟೌಟ್ [1282, 425, 1338, 437]
crossword-cell[interactable] [812, 2263, 849, 2300]
section-rule-1 [326, 1039, 1493, 1041]
lead-headline: ಸರಣಿ ಗೆಲುವಿನ ಹೊಸ್ತಿಲಲ್ಲಿ ಭಾರತ [336, 205, 1167, 294]
wi-batting-label: ಸೀಲ್ಸ್ ಸಿ ಸುಂದರ್ ಬಿ ಬುಮ್ರಾ [1282, 496, 1386, 509]
women-cricket-text: 78 ರನ್‌ಗಳಿಗೆ 5 ವಿಕೆಟ್ ಕಳೆದುಕೊಂಡು ತೀವ್ರ ಒತ್ತಡದಲ್ಲಿದ್ದ ದಕ್ಷಿಣ ಆಫ್ರಿಕಾ ತಂಡ, ನಾಯಕಿ ಲಾರಾ ವೊಲ್ವಾರ್ಟ್ ಅವರ ಅಮೋಘ ಬ್ಯಾಟಿಂಗ್ ನೆರವಿನಿಂದ ಬಾಂಗ್ಲಾದೇಶ ವಿರುದ್ಧ ಮಹಿಳಾ ಏಕದಿನ ವಿಶ್ವಕಪ್ ಪಂದ್ಯದಲ್ಲಿ ಮೂರು ವಿಕೆಟ್‌ಗಳ ಜಯ ಸಾಧಿಸಿತು. ಮೊದಲು ಬ್ಯಾಟಿಂಗ್ ಮಾಡಿದ ಬಾಂಗ್ಲಾ ನಿಗದಿತ 50 ಓವರ್‌ಗಳಲ್ಲಿ 6 ವಿಕೆಟ್‌ಗೆ 232 ರನ್ ಗಳಿಸಿತು. ಗುರಿ ಬೆನ್ನಟ್ಟಿದ ದ.ಆಫ್ರಿಕಾ ಆರಂಭದಲ್ಲೇ ವಿಕೆಟ್ ಕಳೆದುಕೊಂಡು ಸಂಕಷ್ಟಕ್ಕೆ ಸಿಲುಕಿತು. ಬಳಿಕ ಕ್ಲೋ ಟ್ರಯಾನ್ ಮತ್ತು ನಡೈನ್ ಡಿ ಕ್ಲರ್ಕ್ ಉತ್ತಮ ಜೊತೆಯಾಟವಾಡಿ ತಂಡಕ್ಕೆ ಗೆಲುವು ತಂದುಕೊಟ್ಟರು. [48, 1998, 285, 2148]
wi-batting-value: 32 [1473, 496, 1487, 509]
wi-bowling-label: ಪಿಯರೆ [1282, 808, 1307, 821]
crossword-block [923, 2005, 960, 2042]
logo-text: ಹೊಸ ದಿಗಂತ [147, 56, 283, 92]
sidebar-story2-dateline: • ಹೊಸದಿಲ್ಲಿ: [48, 1038, 102, 1051]
crossword-cell[interactable] [849, 2226, 886, 2263]
ind-batting-value: 0 [1480, 734, 1487, 747]
prev-answer: 1.ಗಣೇಶ 2.ಜನನ [1122, 2173, 1185, 2186]
crossword-cell-number: 7 [998, 2080, 1005, 2090]
lead-col1 [336, 307, 547, 1030]
ind-bowling-value: 33-10-102-1 [1420, 571, 1487, 583]
prev-answer: 8.ಕಣ್ಣು 9.ವರ್ಷ [1122, 2109, 1180, 2122]
down-clue: 14.ಮಳೆಗಾಲದ ಹಬ್ಬ (3) [1253, 2276, 1344, 2288]
crossword-block [923, 2152, 960, 2189]
section-rule-2 [946, 1452, 1493, 1453]
crossword-cell[interactable] [886, 2079, 923, 2116]
wi-bowling-row [1282, 770, 1487, 788]
crossword-cell[interactable] [886, 2152, 923, 2189]
wi-batting-row [1282, 404, 1487, 422]
wi-batting-value: 11 [1473, 514, 1487, 527]
wi-batting-value: 0 [1480, 443, 1487, 455]
color-strip [320, 1925, 1493, 1933]
ind-bowling-row [1282, 622, 1487, 640]
lead-col2-head: ಬ್ಯಾಟಿಂಗ್‌ನಲ್ಲಿ ವಿಂಡೀಸ್ ಮಿಂಚು: [336, 675, 490, 688]
crossword-block [923, 2042, 960, 2079]
across-clue: 7.ಎರಡು ಸಮ ಭಾಗ (4) [1253, 2004, 1341, 2016]
crossword-cell-number: 15 [998, 2227, 1010, 2237]
sidebar-story2-text: ಇಲ್ಲಿ ನಡೆಯುತ್ತಿರುವ ಕ್ಲಬ್ ಪ್ರೈಮ್ ವಾಲಿಬಾಲ್ ಲೀಗ್ ಪಂದ್ಯಾವಳಿಯಲ್ಲಿ ಬೆಂಗಳೂರು ಟಾರ್ಪೆಡೋಸ್ ತಂಡವು ಎದುರಾಳಿ ತಂಡವನ್ನು 17-15, 14-16, 17-15, 16-14 ರಿಂದ ಗೆದ್ದು ಸಂಭ್ರಮಿಸಿತು. ಉತ್ತಮ ಪ್ರದರ್ಶನ ನೀಡಿದ ತಂಡದ ಆಟಗಾರರು ಆಕ್ರಮಣಕಾರಿ ಸ್ಪೈಕ್‌ಗಳ ಮೂಲಕ ಎದುರಾಳಿಗಳನ್ನು ಕಂಗೆಡಿಸಿದರು. ಬ್ಲಾಕಿಂಗ್ ಮತ್ತು ಸರ್ವ್‌ಗಳಲ್ಲೂ ಪ್ರಾಬಲ್ಯ ಮೆರೆದ ತಂಡ ಅಂಕಪಟ್ಟಿಯಲ್ಲಿ ಮೇಲಕ್ಕೇರಿತು. ಈ ಗೆಲುವಿನೊಂದಿಗೆ ಬೆಂಗಳೂರು ತಂಡ ಪ್ಲೇಆಫ್ ಹಂತಕ್ಕೆ ಪ್ರವೇಶಿಸುವ ಸಾಧ್ಯತೆ ಹೆಚ್ಚಿದೆ. ಮುಂದಿನ ಪಂದ್ಯದಲ್ಲಿ ತಂಡವು ಕೋಲ್ಕತಾ ಎದುರು ಸೆಣಸಲಿದೆ. [48, 1038, 307, 1172]
badminton-photo [1237, 1513, 1493, 1698]
crossword-cell[interactable] [812, 2189, 849, 2226]
registration-dots-left [141, 2354, 192, 2367]
across-clue: 4.ಒಳ್ಳೆಯ ಉಡುಗೆ (3) [1253, 1972, 1334, 1984]
crossword-cell[interactable] [849, 2005, 886, 2042]
crossword-cell-number: 6 [815, 2080, 820, 2090]
bihar-dateline: • ಹೊಸದಿಲ್ಲಿ: [946, 1112, 999, 1124]
